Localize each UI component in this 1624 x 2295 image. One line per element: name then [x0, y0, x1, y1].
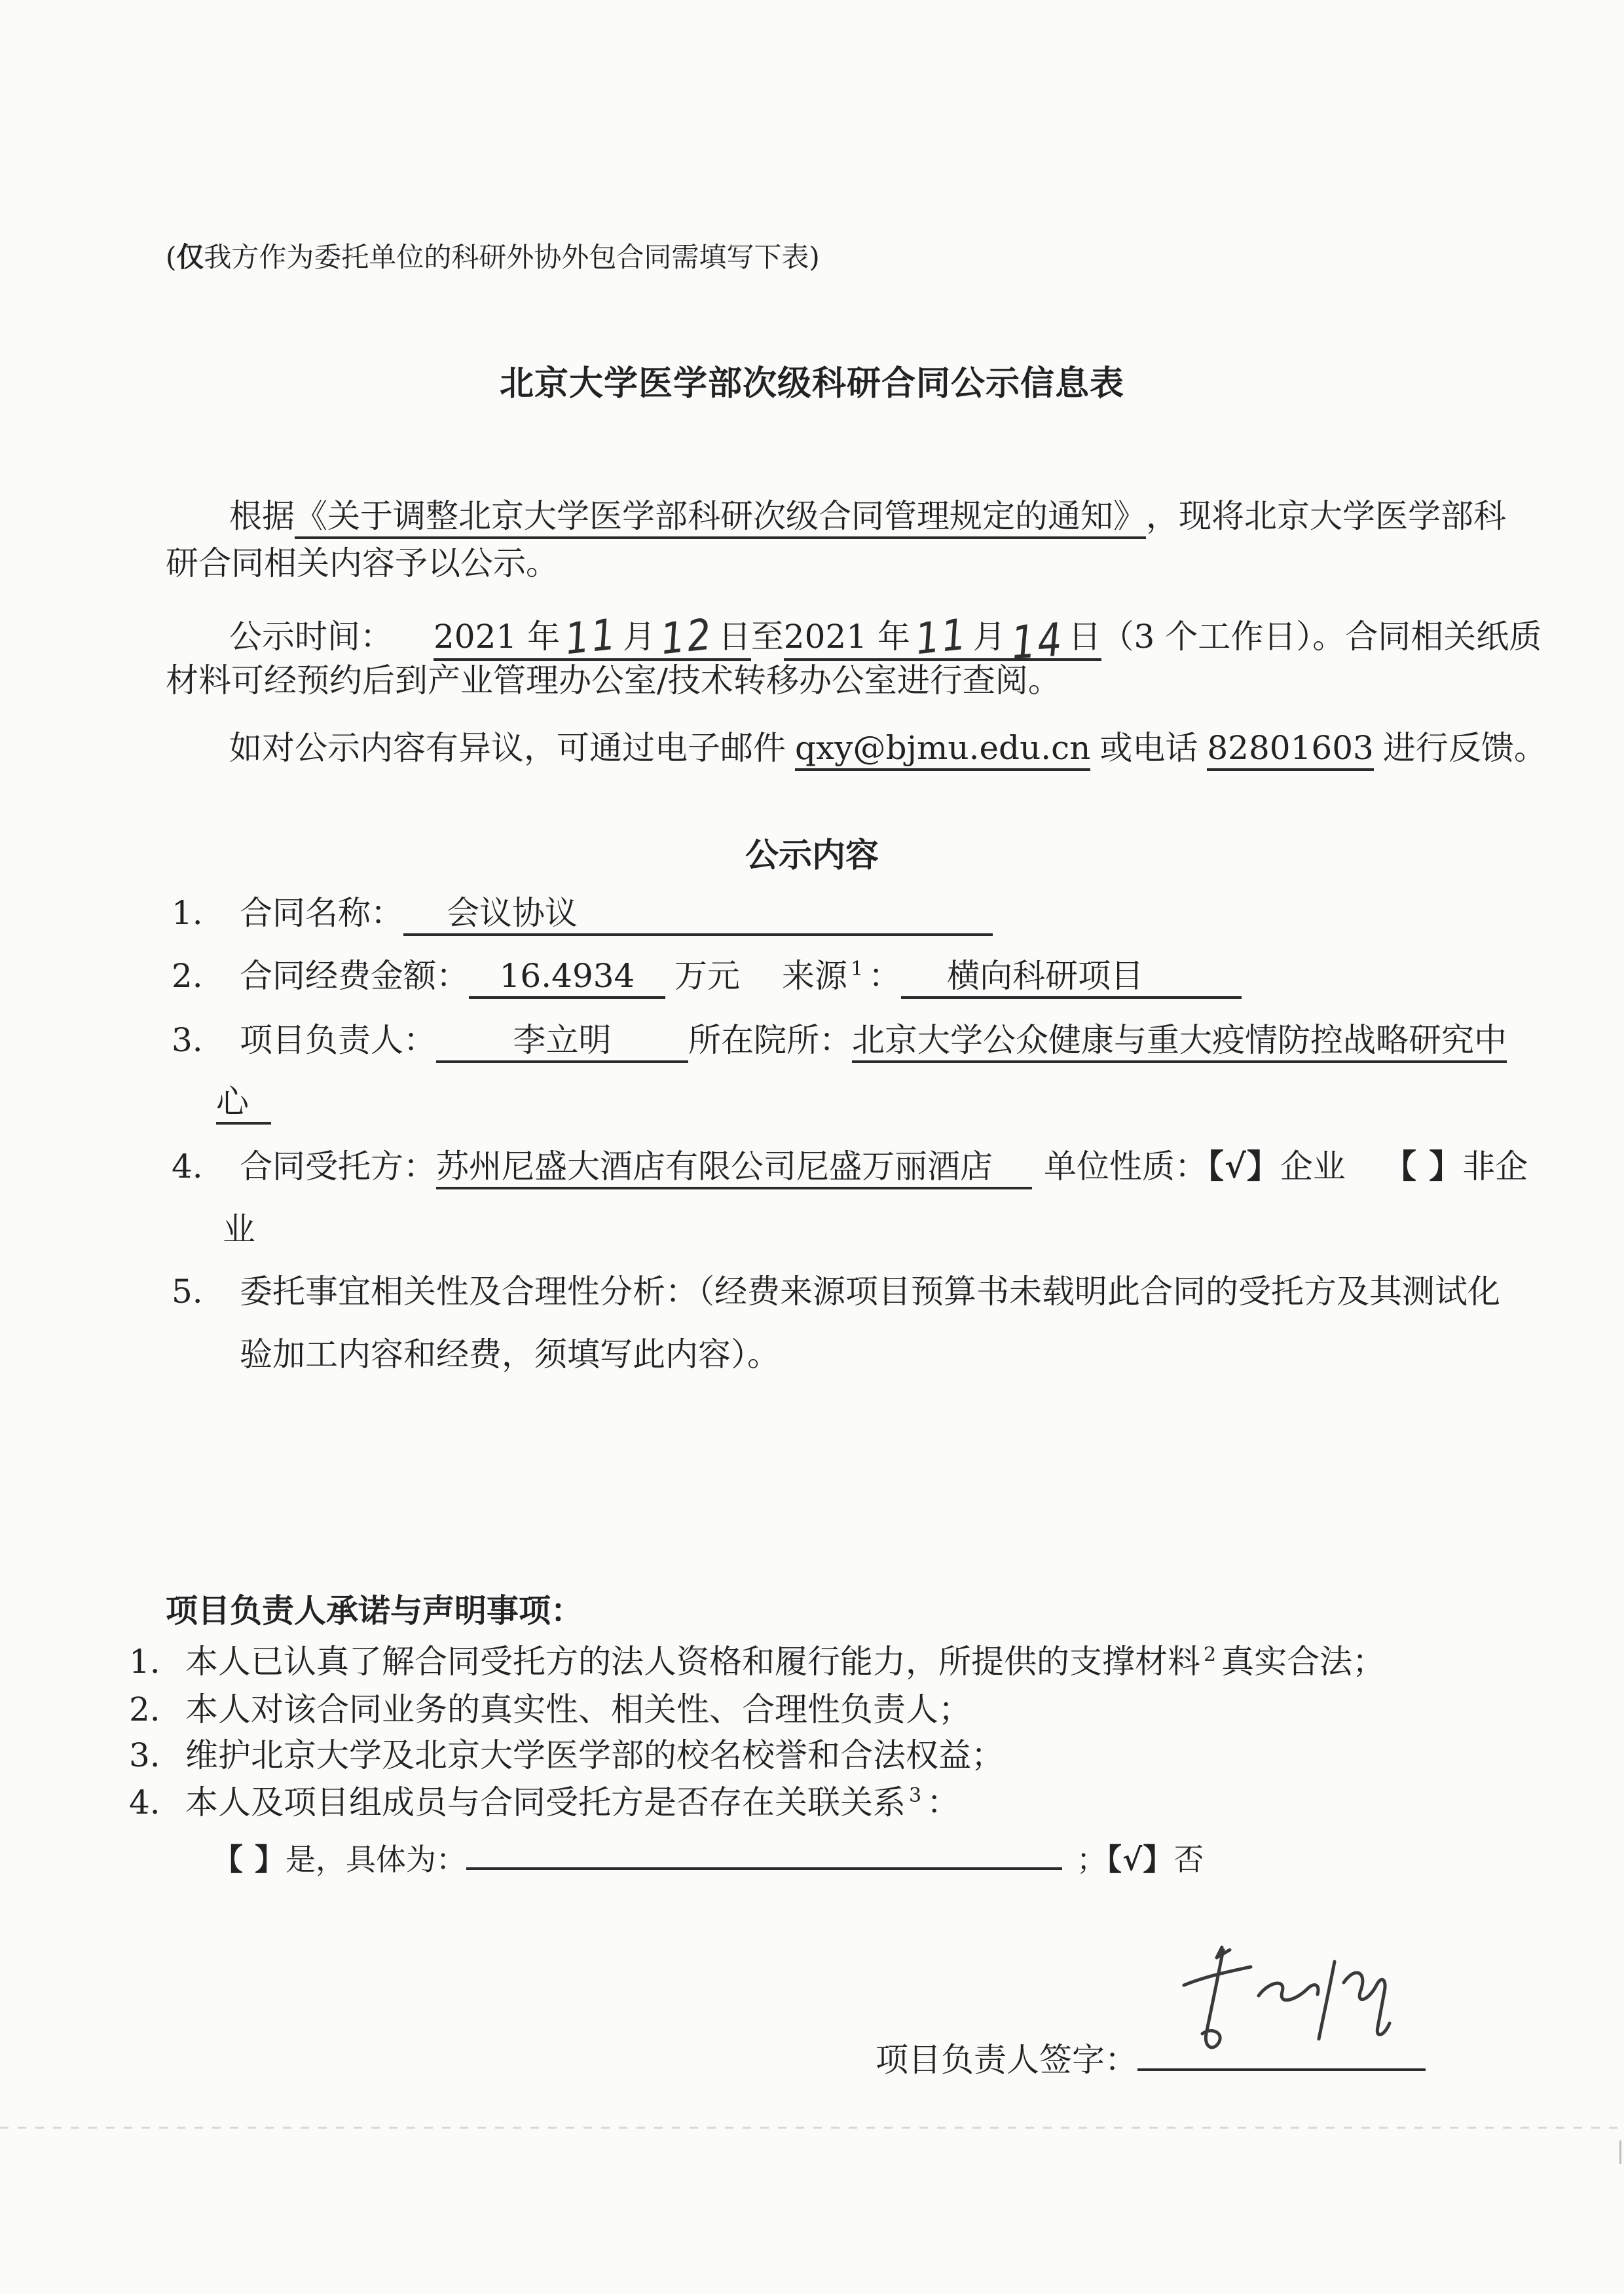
top-note	[166, 240, 820, 276]
para1-regulation-link: 《关于调整北京大学医学部科研次级合同管理规定的通知》	[295, 496, 1146, 539]
decl4-text-post: ：	[927, 1783, 960, 1821]
declaration-item-2	[129, 1689, 971, 1731]
signature-handwriting	[1159, 1935, 1408, 2080]
item5-number: 5.	[172, 1273, 203, 1311]
item-contractor	[172, 1145, 1528, 1189]
date1-day-handwritten: 12	[658, 608, 716, 664]
choice-semicolon: ；	[1077, 1842, 1107, 1877]
top-note-open: (	[166, 241, 177, 273]
declaration-item-1	[129, 1641, 1385, 1683]
checkbox-yes-empty: 【 】	[213, 1842, 286, 1877]
decl3-number: 3.	[129, 1736, 160, 1774]
institute-value-line1: 北京大学公众健康与重大疫情防控战略研究中	[852, 1020, 1507, 1063]
item4-number: 4.	[172, 1148, 203, 1185]
item-contract-name	[172, 892, 993, 936]
date1-day-unit: 日	[718, 618, 751, 656]
contract-name-value: 会议协议	[403, 893, 993, 936]
date2-day-handwritten: 14	[1009, 612, 1065, 670]
checkbox-enterprise-label: 企业	[1280, 1148, 1346, 1185]
source-label: 来源	[782, 957, 847, 995]
signature-label: 项目负责人签字：	[876, 2041, 1137, 2079]
date2-year: 2021 年	[783, 618, 910, 656]
feedback-phone: 82801603	[1207, 728, 1374, 771]
top-note-rest: 我方作为委托单位的科研外协外包合同需填写下表)	[204, 241, 820, 273]
item3-label: 项目负责人：	[240, 1021, 436, 1059]
item5-wrap-line: 验加工内容和经费，须填写此内容）。	[240, 1335, 780, 1373]
para2-post: （3 个工作日）。合同相关纸质	[1101, 618, 1542, 656]
declaration-item-3	[129, 1734, 1004, 1777]
support-material-footnote-marker: 2	[1204, 1643, 1217, 1667]
amount-value: 16.4934	[469, 956, 665, 999]
top-note-emphasis: 仅	[176, 241, 204, 273]
date2-month-unit: 月	[972, 618, 1006, 656]
decl4-text-pre: 本人及项目组成员与合同受托方是否存在关联关系	[185, 1783, 906, 1821]
checkbox-enterprise-checked: 【√】	[1208, 1147, 1280, 1185]
decl3-text: 维护北京大学及北京大学医学部的校名校誉和合法权益；	[185, 1736, 1004, 1774]
item2-number: 2.	[172, 957, 203, 995]
item1-number: 1.	[172, 894, 203, 932]
checkbox-non-enterprise-empty: 【 】	[1383, 1147, 1463, 1185]
para3-pre: 如对公示内容有异议，可通过电子邮件	[229, 729, 786, 767]
date-range-start	[434, 608, 751, 664]
item2-label: 合同经费金额：	[240, 957, 469, 995]
item4-label: 合同受托方：	[240, 1148, 436, 1185]
declaration-heading: 项目负责人承诺与声明事项：	[166, 1592, 583, 1630]
checkbox-yes-label: 是，具体为：	[286, 1842, 467, 1877]
item-project-leader	[172, 1019, 1507, 1063]
para2-line1	[229, 608, 1542, 670]
checkbox-non-enterprise-label-l1: 非企	[1462, 1148, 1528, 1185]
para1-line1	[229, 495, 1506, 539]
date-range-end	[783, 608, 1101, 670]
leader-name-value: 李立明	[436, 1020, 688, 1063]
source-colon: ：	[868, 957, 902, 995]
checkbox-no-checked: 【√】	[1107, 1842, 1174, 1877]
source-value: 横向科研项目	[901, 956, 1242, 999]
date-range-to: 至	[750, 618, 784, 656]
declaration-item-4	[129, 1782, 959, 1824]
date2-day-unit: 日	[1068, 618, 1101, 656]
relation-choice-line	[213, 1840, 1204, 1880]
item3-wrap-line	[216, 1081, 271, 1125]
para1-line2: 研合同相关内容予以公示。	[166, 544, 559, 582]
entity-nature-label: 单位性质：	[1044, 1148, 1208, 1185]
checkbox-non-enterprise-label-l2: 业	[223, 1210, 255, 1248]
decl1-text-post: 真实合法；	[1221, 1643, 1386, 1681]
decl1-text-pre: 本人已认真了解合同受托方的法人资格和履行能力，所提供的支撑材料	[185, 1643, 1200, 1681]
form-title: 北京大学医学部次级科研合同公示信息表	[499, 364, 1124, 403]
para1-pre: 根据	[229, 497, 295, 535]
scan-edge-mark	[1619, 2140, 1621, 2164]
para3-mid: 或电话	[1099, 729, 1198, 767]
item1-label: 合同名称：	[240, 894, 403, 932]
scan-artifact-line	[0, 2127, 1624, 2129]
decl4-number: 4.	[129, 1783, 160, 1821]
amount-unit: 万元	[674, 957, 740, 995]
checkbox-no-label: 否	[1173, 1842, 1204, 1877]
feedback-email: qxy@bjmu.edu.cn	[795, 728, 1090, 771]
relation-detail-blank	[466, 1867, 1062, 1870]
date1-month-handwritten: 11	[563, 608, 620, 664]
para3-post: 进行反馈。	[1382, 729, 1547, 767]
date2-month-handwritten: 11	[913, 608, 970, 664]
item5-text-line1: 委托事宜相关性及合理性分析：（经费来源项目预算书未载明此合同的受托方及其测试化	[240, 1273, 1500, 1311]
institute-value-line2: 心	[216, 1082, 271, 1125]
section-heading: 公示内容	[745, 836, 879, 875]
relation-footnote-marker: 3	[909, 1784, 922, 1808]
date1-month-unit: 月	[622, 618, 655, 656]
decl2-text: 本人对该合同业务的真实性、相关性、合理性负责人；	[185, 1690, 971, 1728]
para2-line2: 材料可经预约后到产业管理办公室/技术转移办公室进行查阅。	[166, 662, 1061, 700]
institute-label: 所在院所：	[688, 1021, 852, 1059]
decl1-number: 1.	[129, 1643, 160, 1681]
para3-line	[229, 727, 1547, 771]
date1-year: 2021 年	[434, 618, 561, 656]
item4-wrap-line	[223, 1208, 255, 1251]
item-analysis	[172, 1271, 1500, 1313]
item-contract-amount	[172, 955, 1242, 999]
publicity-period-label: 公示时间：	[229, 618, 393, 656]
decl2-number: 2.	[129, 1690, 160, 1728]
item3-number: 3.	[172, 1021, 203, 1059]
source-footnote-marker: 1	[851, 958, 864, 981]
contractor-value: 苏州尼盛大酒店有限公司尼盛万丽酒店	[436, 1147, 1032, 1189]
para1-post: ，现将北京大学医学部科	[1146, 497, 1506, 535]
